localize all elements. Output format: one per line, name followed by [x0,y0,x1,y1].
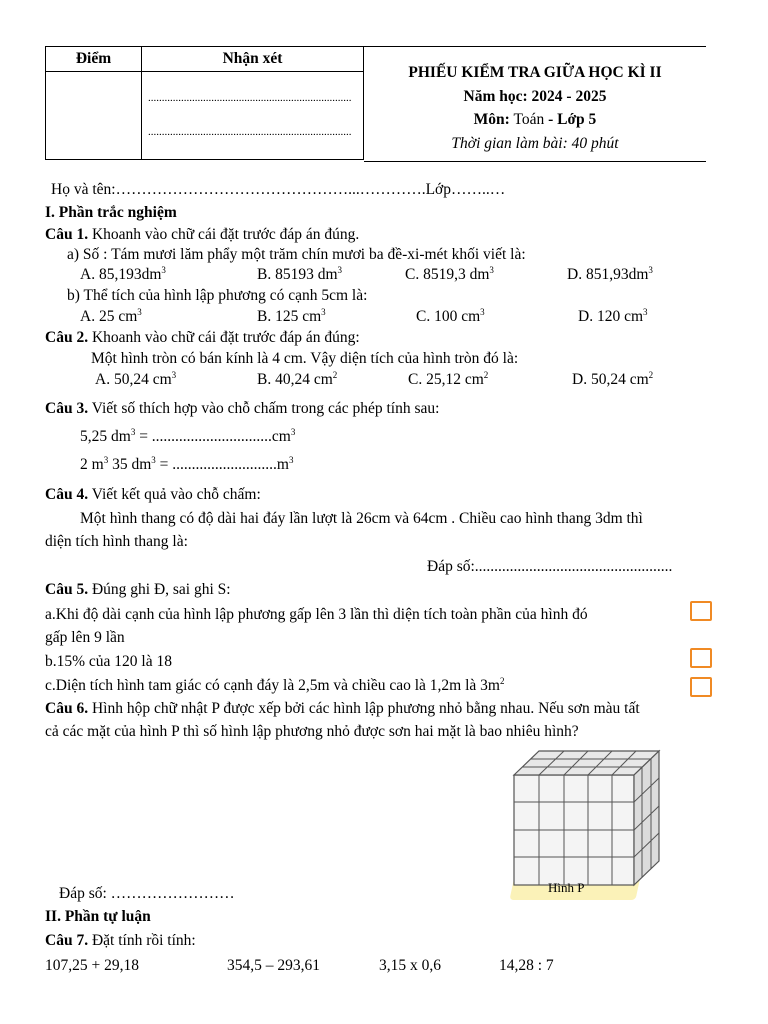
q2-option-a[interactable]: A. 50,24 $cm^3$ [95,370,177,388]
exam-title-box [364,46,706,162]
score-label: Điểm [46,47,142,72]
comment-dots-2: .......................................................................... [148,125,352,138]
q1a-option-b[interactable]: B. 85193 $dm^3$ [257,265,343,283]
q2-option-b[interactable]: B. 40,24 $cm^2$ [257,370,338,388]
q7-calc-1: 107,25 + 29,18 [45,957,139,974]
q1a-option-d[interactable]: D. $851,93dm^3$ [567,265,653,283]
q1a-option-a[interactable]: A. $85,193dm^3$ [80,265,166,283]
q5-prompt: Câu 5. Đúng ghi Đ, sai ghi S: [45,581,231,598]
q1-prompt: Câu 1. Khoanh vào chữ cái đặt trước đáp án đúng. [45,226,360,243]
q2-prompt: Câu 2. Khoanh vào chữ cái đặt trước đáp án đúng: [45,329,360,346]
q6-answer[interactable]: Đáp số: …………………… [59,885,235,902]
exam-time: Thời gian làm bài: 40 phút [451,135,619,152]
q7-calc-3: 3,15 x 0,6 [379,957,441,974]
q3-prompt: Câu 3. Viết số thích hợp vào chỗ chấm trong các phép tính sau: [45,400,440,417]
q5-b: b.15% của 120 là 18 [45,653,172,670]
q1b-option-d[interactable]: D. 120 $cm^3$ [578,307,648,325]
q4-answer[interactable]: Đáp số:................................................... [427,558,673,575]
comment-label: Nhận xét [142,47,364,72]
comment-cell[interactable] [142,72,364,160]
exam-title: PHIẾU KIỂM TRA GIỮA HỌC KÌ II [408,64,662,81]
school-year: Năm học: 2024 - 2025 [463,88,607,105]
q2-option-d[interactable]: D. 50,24 $cm^2$ [572,370,654,388]
q2-sub: Một hình tròn có bán kính là 4 cm. Vậy diện tích của hình tròn đó là: [91,350,519,367]
q7-calc-2: 354,5 – 293,61 [227,957,320,974]
q1a-option-c[interactable]: C. 8519,3 $dm^3$ [405,265,494,283]
q4-para1: Một hình thang có độ dài hai đáy lần lượt là 26cm và 64cm . Chiều cao hình thang 3dm thì [80,510,643,527]
q1b-option-b[interactable]: B. 125 $cm^3$ [257,307,326,325]
q1b-text: b) Thể tích của hình lập phương có cạnh 5cm là: [67,287,368,304]
q5-c: c.Diện tích hình tam giác có cạnh đáy là 2,5m và chiều cao là 1,2m là $3m^2$ [45,676,505,694]
part1-heading: I. Phần trắc nghiệm [45,204,177,221]
comment-dots-1: .......................................................................... [148,91,352,104]
q5-a-line1: a.Khi độ dài cạnh của hình lập phương gấp lên 3 lần thì diện tích toàn phần của hình đó [45,606,588,623]
q5-b-answer-box[interactable] [690,648,712,668]
q7-prompt: Câu 7. Đặt tính rồi tính: [45,932,196,949]
q1b-option-c[interactable]: C. 100 $cm^3$ [416,307,485,325]
q6-text2: cả các mặt của hình P thì số hình lập phương nhỏ được sơn hai mặt là bao nhiêu hình? [45,723,579,740]
q7-calc-4: 14,28 : 7 [499,957,554,974]
q5-c-answer-box[interactable] [690,677,712,697]
q4-prompt: Câu 4. Viết kết quả vào chỗ chấm: [45,486,261,503]
student-name-line[interactable]: Họ và tên:………………………………………...………….Lớp……..… [51,181,506,198]
q5-a-line2: gấp lên 9 lần [45,629,125,646]
q2-option-c[interactable]: C. 25,12 $cm^2$ [408,370,489,388]
subject: Môn: Toán - Lớp 5 [473,111,597,128]
cube-figure-p [506,745,666,895]
score-cell[interactable] [46,72,142,160]
q6-text1: Câu 6. Hình hộp chữ nhật P được xếp bởi các hình lập phương nhỏ bằng nhau. Nếu sơn màu tất [45,700,640,717]
figure-caption: Hình P [548,880,585,895]
q1a-text: a) Số : Tám mươi lăm phẩy một trăm chín mươi ba đề-xi-mét khối viết là: [67,246,526,263]
part2-heading: II. Phần tự luận [45,908,151,925]
q3-line1[interactable]: 5,25 $dm^3 = ...............................cm^3$ [80,427,296,445]
q1b-option-a[interactable]: A. 25 $cm^3$ [80,307,142,325]
q5-a-answer-box[interactable] [690,601,712,621]
q3-line2[interactable]: 2 $m^3$ 35 $dm^3 = ...........................m^3$ [80,455,294,473]
q4-para2: diện tích hình thang là: [45,533,188,550]
score-comment-table [45,46,364,160]
